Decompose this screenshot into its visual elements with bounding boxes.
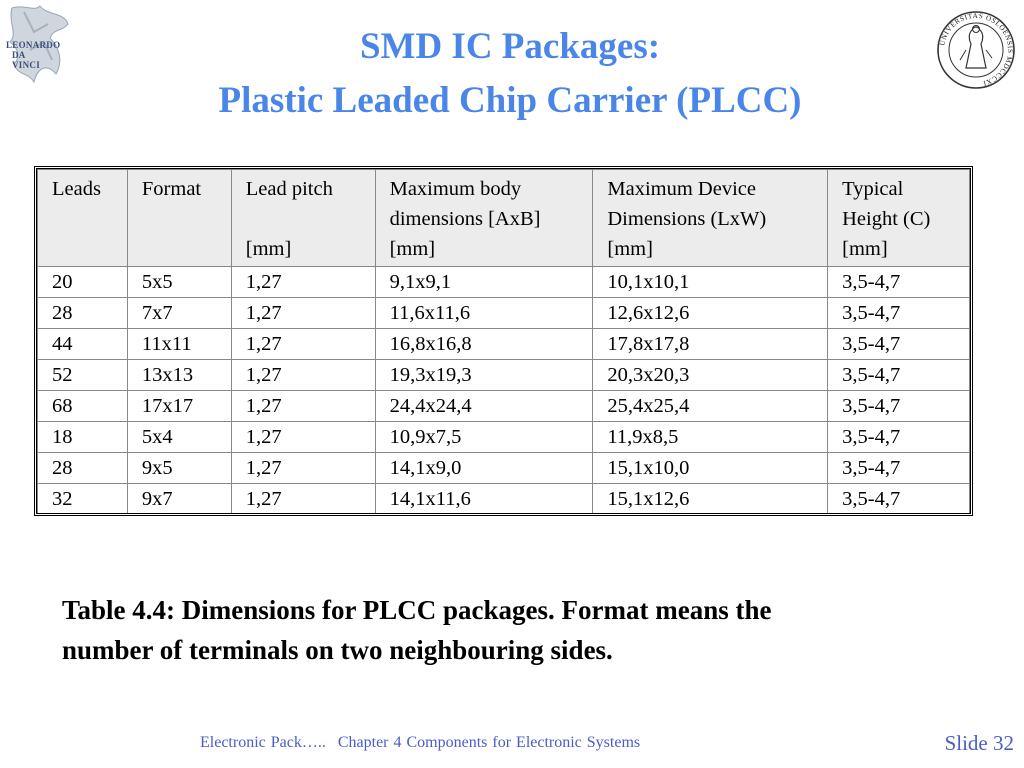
table-cell: 15,1x10,0	[593, 453, 828, 484]
table-row	[38, 391, 970, 422]
table-cell: 9x5	[127, 453, 231, 484]
table-cell: 25,4x25,4	[593, 391, 828, 422]
table-cell: 12,6x12,6	[593, 298, 828, 329]
column-header-line2	[52, 204, 127, 234]
column-header-unit	[52, 234, 127, 264]
table-cell: 28	[38, 453, 128, 484]
column-header-line2: Dimensions (LxW)	[607, 208, 767, 230]
table-cell: 68	[38, 391, 128, 422]
table-cell: 17x17	[127, 391, 231, 422]
table-cell: 11,6x11,6	[375, 298, 593, 329]
column-header	[231, 170, 375, 267]
caption-line1: Table 4.4: Dimensions for PLCC packages. Format means the	[62, 595, 772, 625]
slide-title-line2: Plastic Leaded Chip Carrier (PLCC)	[218, 80, 802, 121]
column-header-line1: Maximum body	[389, 178, 522, 200]
table-cell: 14,1x11,6	[375, 484, 593, 515]
table-cell: 20,3x20,3	[593, 360, 828, 391]
table-cell: 5x5	[127, 267, 231, 298]
table-cell: 10,1x10,1	[593, 267, 828, 298]
column-header-line2	[142, 204, 231, 234]
table-cell: 17,8x17,8	[593, 329, 828, 360]
logo-text-line2: DA	[12, 50, 26, 60]
table-cell: 14,1x9,0	[375, 453, 593, 484]
table-cell: 44	[38, 329, 128, 360]
column-header	[38, 170, 128, 267]
column-header-line2: Height (C)	[842, 208, 931, 230]
table-cell: 10,9x7,5	[375, 422, 593, 453]
table-cell: 11x11	[127, 329, 231, 360]
table-cell: 15,1x12,6	[593, 484, 828, 515]
caption-line2: number of terminals on two neighbouring sides.	[62, 635, 613, 665]
table-row	[38, 453, 970, 484]
table-header-row	[38, 170, 970, 267]
table-cell: 7x7	[127, 298, 231, 329]
table-cell: 3,5-4,7	[828, 422, 970, 453]
table-cell: 13x13	[127, 360, 231, 391]
column-header-unit	[142, 234, 231, 264]
column-header-unit: [mm]	[245, 238, 292, 260]
table-cell: 19,3x19,3	[375, 360, 593, 391]
table-cell: 20	[38, 267, 128, 298]
table-cell: 9,1x9,1	[375, 267, 593, 298]
table-cell: 3,5-4,7	[828, 298, 970, 329]
table-cell: 52	[38, 360, 128, 391]
table-cell: 24,4x24,4	[375, 391, 593, 422]
table-cell: 1,27	[231, 298, 375, 329]
table-cell: 1,27	[231, 329, 375, 360]
logo-text-line3: VINCI	[12, 60, 41, 70]
slide-title-line1: SMD IC Packages:	[359, 26, 661, 67]
table-cell: 28	[38, 298, 128, 329]
column-header-unit: [mm]	[842, 238, 888, 260]
table-cell: 11,9x8,5	[593, 422, 828, 453]
table-cell: 9x7	[127, 484, 231, 515]
footer-course-label: Electronic Pack…..	[200, 734, 326, 751]
university-seal-icon	[936, 10, 1016, 90]
column-header-unit: [mm]	[389, 238, 436, 260]
table-cell: 1,27	[231, 391, 375, 422]
table-cell: 1,27	[231, 267, 375, 298]
table-cell: 5x4	[127, 422, 231, 453]
table-cell: 3,5-4,7	[828, 329, 970, 360]
table-row	[38, 329, 970, 360]
table-cell: 1,27	[231, 422, 375, 453]
column-header-unit: [mm]	[607, 238, 653, 260]
table-row	[38, 298, 970, 329]
column-header-line1: Maximum Device	[607, 178, 756, 200]
seal-text: UNIVERSITAS OSLOENSIS MDCCCXI	[938, 11, 1015, 88]
table-cell: 3,5-4,7	[828, 484, 970, 515]
column-header	[127, 170, 231, 267]
column-header-line2: dimensions [AxB]	[389, 208, 541, 230]
table-row	[38, 360, 970, 391]
table-row	[38, 484, 970, 515]
table-cell: 18	[38, 422, 128, 453]
footer-text	[200, 734, 640, 752]
slide-number: Slide 32	[944, 731, 1014, 755]
footer-chapter-label: Chapter 4 Components for Electronic Systems	[337, 734, 641, 751]
column-header	[375, 170, 593, 267]
table-row	[38, 422, 970, 453]
data-table	[37, 169, 970, 515]
leonardo-da-vinci-logo	[4, 2, 72, 92]
column-header-line1: Lead pitch	[245, 178, 333, 200]
table-body	[38, 267, 970, 515]
column-header-line1: Leads	[52, 178, 101, 200]
table-row	[38, 267, 970, 298]
table-cell: 3,5-4,7	[828, 391, 970, 422]
university-seal-logo	[936, 10, 1016, 90]
column-header-line1: Typical	[842, 178, 904, 200]
table-cell: 3,5-4,7	[828, 360, 970, 391]
plcc-dimensions-table	[34, 166, 973, 516]
column-header-line2	[246, 204, 375, 234]
table-cell: 1,27	[231, 360, 375, 391]
column-header	[593, 170, 828, 267]
table-cell: 3,5-4,7	[828, 453, 970, 484]
table-cell: 16,8x16,8	[375, 329, 593, 360]
logo-text-line1: LEONARDO	[6, 40, 61, 50]
column-header	[828, 170, 970, 267]
table-cell: 1,27	[231, 484, 375, 515]
column-header-line1: Format	[141, 178, 202, 200]
table-cell: 32	[38, 484, 128, 515]
table-caption	[62, 590, 982, 670]
table-cell: 1,27	[231, 453, 375, 484]
table-cell: 3,5-4,7	[828, 267, 970, 298]
